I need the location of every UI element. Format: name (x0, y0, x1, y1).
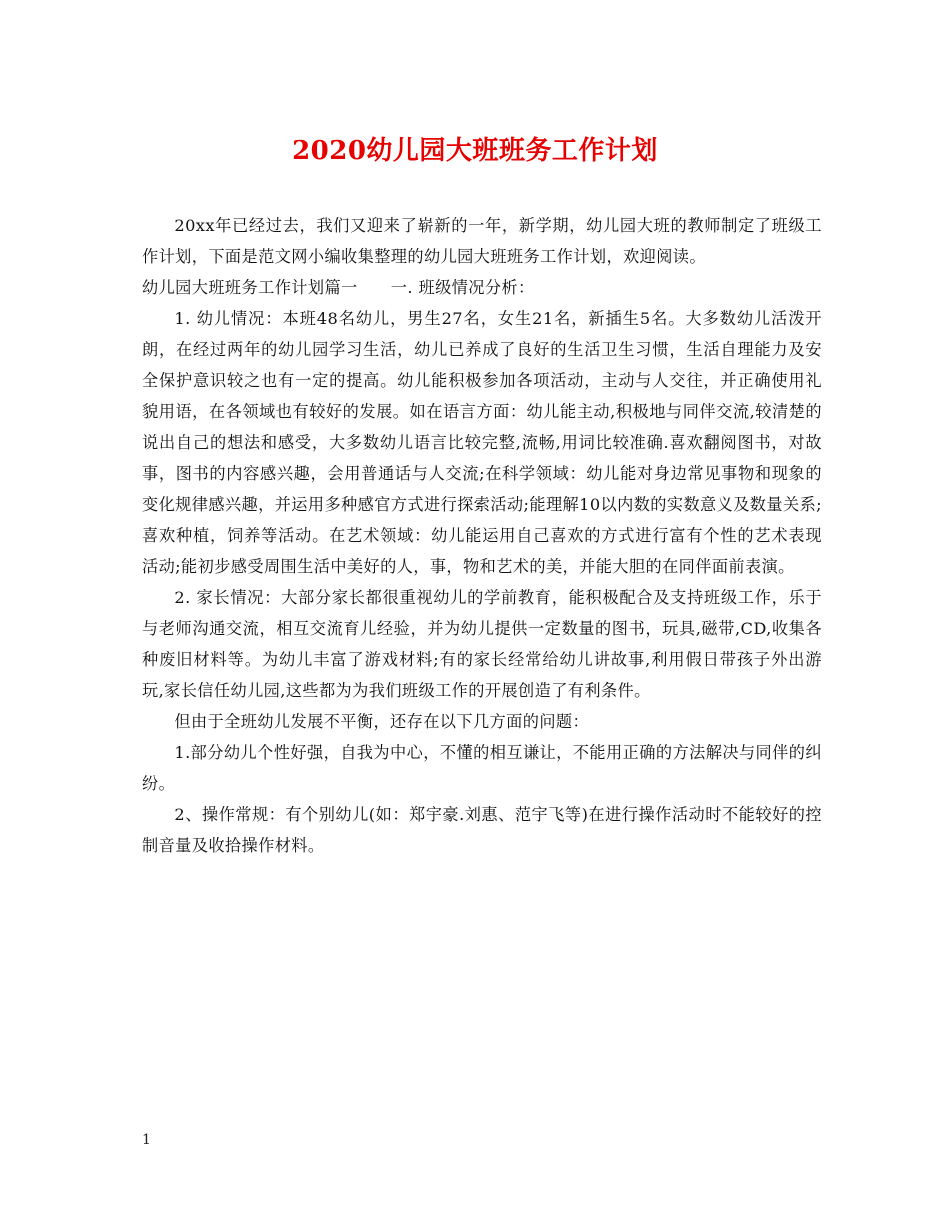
section-heading: 幼儿园大班班务工作计划篇一 一. 班级情况分析： (142, 278, 535, 297)
parents-situation-paragraph: 2. 家长情况：大部分家长都很重视幼儿的学前教育，能积极配合及支持班级工作，乐于与老师沟通交流，相互交流育儿经验，并为幼儿提供一定数量的图书，玩具,磁带,CD,收集各种废旧材料等。为幼儿丰富了游戏材料;有的家长经常给幼儿讲故事,利用假日带孩子外出游玩,家长信任幼儿园,这些都为为我们班级工作的开展创造了有利条件。 (142, 588, 822, 700)
problems-intro-paragraph: 但由于全班幼儿发展不平衡，还存在以下几方面的问题： (174, 712, 590, 731)
intro-paragraph: 20xx年已经过去，我们又迎来了崭新的一年，新学期，幼儿园大班的教师制定了班级工作计划，下面是范文网小编收集整理的幼儿园大班班务工作计划，欢迎阅读。 (142, 216, 822, 266)
problem-item-2: 2、操作常规：有个别幼儿(如：郑宇豪.刘惠、范宇飞等)在进行操作活动时不能较好的控制音量及收拾操作材料。 (142, 805, 822, 855)
children-situation-paragraph: 1. 幼儿情况：本班48名幼儿，男生27名，女生21名，新插生5名。大多数幼儿活泼开朗，在经过两年的幼儿园学习生活，幼儿已养成了良好的生活卫生习惯，生活自理能力及安全保护意识较之也有一定的提高。幼儿能积极参加各项活动，主动与人交往，并正确使用礼貌用语，在各领域也有较好的发展。如在语言方面：幼儿能主动,积极地与同伴交流,较清楚的说出自己的想法和感受，大多数幼儿语言比较完整,流畅,用词比较准确.喜欢翻阅图书，对故事，图书的内容感兴趣，会用普通话与人交流;在科学领域：幼儿能对身边常见事物和现象的变化规律感兴趣，并运用多种感官方式进行探索活动;能理解10以内数的实数意义及数量关系;喜欢种植，饲养等活动。在艺术领域：幼儿能运用自己喜欢的方式进行富有个性的艺术表现活动;能初步感受周围生活中美好的人，事，物和艺术的美，并能大胆的在同伴面前表演。 (142, 309, 823, 576)
document-body (142, 210, 822, 861)
page-title: 2020幼儿园大班班务工作计划 (292, 136, 658, 166)
page-number: 1 (142, 1132, 151, 1148)
problem-item-1: 1.部分幼儿个性好强，自我为中心，不懂的相互谦让，不能用正确的方法解决与同伴的纠纷。 (142, 743, 822, 793)
